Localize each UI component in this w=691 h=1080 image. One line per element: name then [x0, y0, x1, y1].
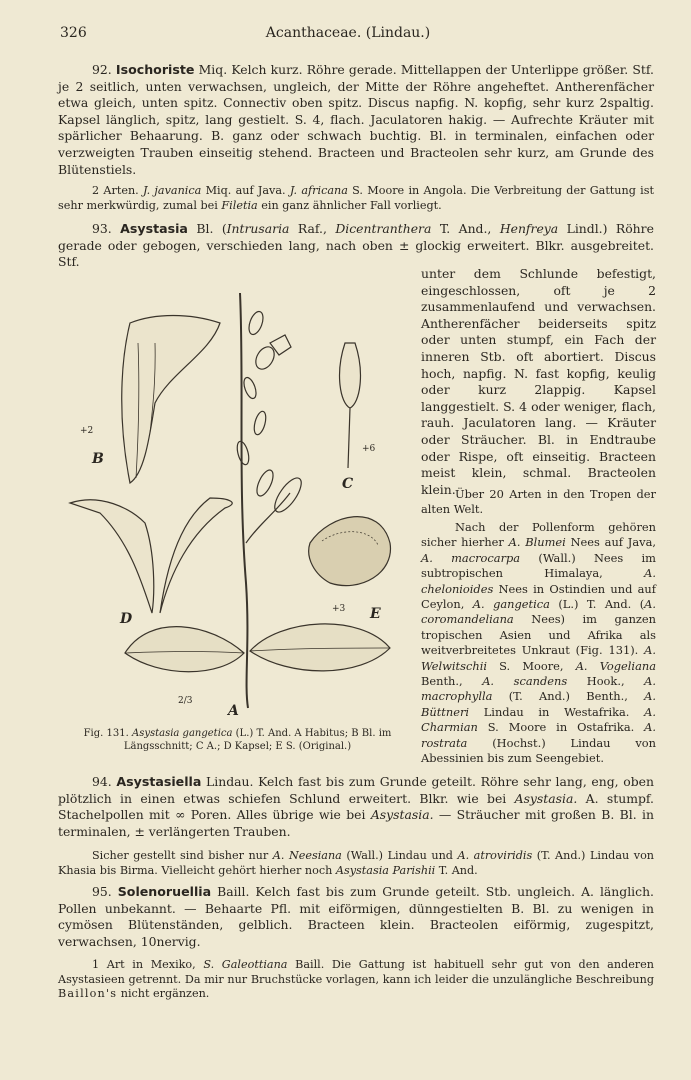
- plant-stem: [240, 293, 248, 708]
- running-header: [60, 25, 636, 43]
- section-93-note-2: Nach der Pollenform gehören sicher hierher A. Blumei Nees auf Java, A. macrocarpa (Wall.) Nees im subtropischen Himalaya, A. chelonioides Nees in Ostindien und auf Ceylon, A. gangetica (L.) T. And. (A. coromandeliana Nees) im ganzen tropischen Asien und Afrika als weitverbreitetes Unkraut (Fig. 131). A. Welwitschii S. Moore, A. Vogeliana Benth., A. scandens Hook., A. macrophylla (T. And.) Benth., A. Büttneri Lindau in Westafrika. A. Charmian S. Moore in Ostafrika. A. rostrata (Hochst.) Lindau von Abessinien bis zum Seengebiet.: [421, 520, 657, 766]
- genus-name: Asystasiella: [116, 774, 202, 789]
- label-e: E: [370, 606, 381, 622]
- label-d: D: [120, 611, 133, 627]
- figure-131-illustration: [60, 283, 415, 723]
- magnification-e: +3: [332, 604, 346, 614]
- section-93-column: unter dem Schlunde befestigt, eingeschlossen, oft je 2 zusammenlaufend und verwachsen. Antherenfächer beiderseits spitz oder unten stumpf, ein Fach der inneren Stb. oft abortiert. Discus hoch, napfig. N. fast kopfig, keulig oder kurz 2lappig. Kapsel langgestielt. S. 4 oder weniger, flach, rauh. Jaculatoren lang. — Kräuter oder Sträucher. Bl. in Endtraube oder Rispe, oft einseitig. Bracteen meist klein, schmal. Bracteolen klein.: [421, 266, 656, 497]
- section-94-note: Sicher gestellt sind bisher nur A. Neesiana (Wall.) Lindau und A. atroviridis (T. And.) Lindau von Khasia bis Birma. Vielleicht gehört hierher noch Asystasia Parishii T. And.: [58, 849, 655, 877]
- label-c: C: [342, 476, 354, 492]
- section-95-text: 95. Solenoruellia Baill. Kelch fast bis zum Grunde geteilt. Stb. ungleich. A. länglich. Pollen unbekannt. — Behaarte Pfl. mit eiförmigen, dünngestielten B. Bl. zu wenigen in cymösen Blütenständen, gelblich. Bracteen klein. Bracteolen eiförmig, zugespitzt, verwachsen, 10nervig.: [58, 884, 654, 949]
- section-number: 95.: [92, 884, 112, 899]
- seed-e: [309, 517, 391, 586]
- section-94-text: 94. Asystasiella Lindau. Kelch fast bis zum Grunde geteilt. Röhre sehr lang, eng, oben plötzlich in einen etwas schiefen Schlund erweitert. Blkr. wie bei Asystasia. A. stumpf. Stachelpollen mit ∞ Poren. Alles übrige wie bei Asystasia. — Sträucher mit großen B. Bl. in terminalen, ± verlängerten Trauben.: [58, 774, 654, 839]
- section-number: 94.: [92, 774, 112, 789]
- label-b: B: [92, 451, 104, 467]
- leaf-right: [250, 624, 390, 671]
- section-92-note: 2 Arten. J. javanica Miq. auf Java. J. africana S. Moore in Angola. Die Verbreitung der Gattung ist sehr merkwürdig, zumal bei Filetia ein ganz ähnlicher Fall vorliegt.: [58, 184, 654, 212]
- section-92-text: 92. Isochoriste Miq. Kelch kurz. Röhre gerade. Mittellappen der Unterlippe größer. Stf. je 2 seitlich, unten verwachsen, ungleich, der Mitte der Röhre angeheftet. Antherenfächer etwa gleich, unten spitz. Connectiv oben spitz. Discus napfig. N. kopfig, sehr kurz 2spaltig. Kapsel länglich, spitz, lang gestielt. S. 4, flach. Jaculatoren hakig. — Aufrechte Kräuter mit spärlicher Behaarung. B. ganz oder schwach buchtig. Bl. in terminalen, einfachen oder verzweigten Trauben einseitig stehend. Bracteen und Bracteolen sehr kurz, am Grunde des Blütenstiels.: [58, 62, 654, 177]
- magnification-c: +6: [362, 444, 376, 454]
- section-93-intro: 93. Asystasia Bl. (Intrusaria Raf., Dicentranthera T. And., Henfreya Lindl.) Röhre gerade oder gebogen, verschieden lang, nach oben ± glockig erweitert. Blkr. ausgebreitet. Stf.: [58, 221, 654, 270]
- flower-buds: [235, 310, 291, 499]
- capsule-d: [70, 500, 154, 613]
- section-93-note-1: Über 20 Arten in den Tropen der alten Welt.: [421, 487, 656, 517]
- label-a: A: [228, 703, 239, 719]
- leaf-left: [125, 627, 244, 672]
- section-95-note: 1 Art in Mexiko, S. Galeottiana Baill. Die Gattung ist habituell sehr gut von den anderen Asystasieen getrennt. Da mir nur Bruchstücke vorlagen, kann ich leider die unzulängliche Beschreibung Baillon's nicht ergänzen.: [58, 958, 654, 1001]
- magnification-b: +2: [80, 426, 94, 436]
- section-number: 93.: [92, 221, 112, 236]
- anther-c: [340, 343, 361, 408]
- section-number: 92.: [92, 62, 112, 77]
- genus-name: Solenoruellia: [117, 884, 212, 899]
- figure-caption: Fig. 131. Asystasia gangetica (L.) T. And. A Habitus; B Bl. im Längsschnitt; C A.; D Kapsel; E S. (Original.): [83, 728, 392, 752]
- genus-name: Isochoriste: [115, 62, 195, 77]
- magnification-a: 2/3: [178, 696, 193, 706]
- running-title: Acanthaceae. (Lindau.): [265, 25, 431, 41]
- page-number: 326: [60, 25, 87, 41]
- genus-name: Asystasia: [120, 221, 188, 236]
- flower-section-b: [122, 316, 220, 484]
- side-branch: [246, 493, 290, 543]
